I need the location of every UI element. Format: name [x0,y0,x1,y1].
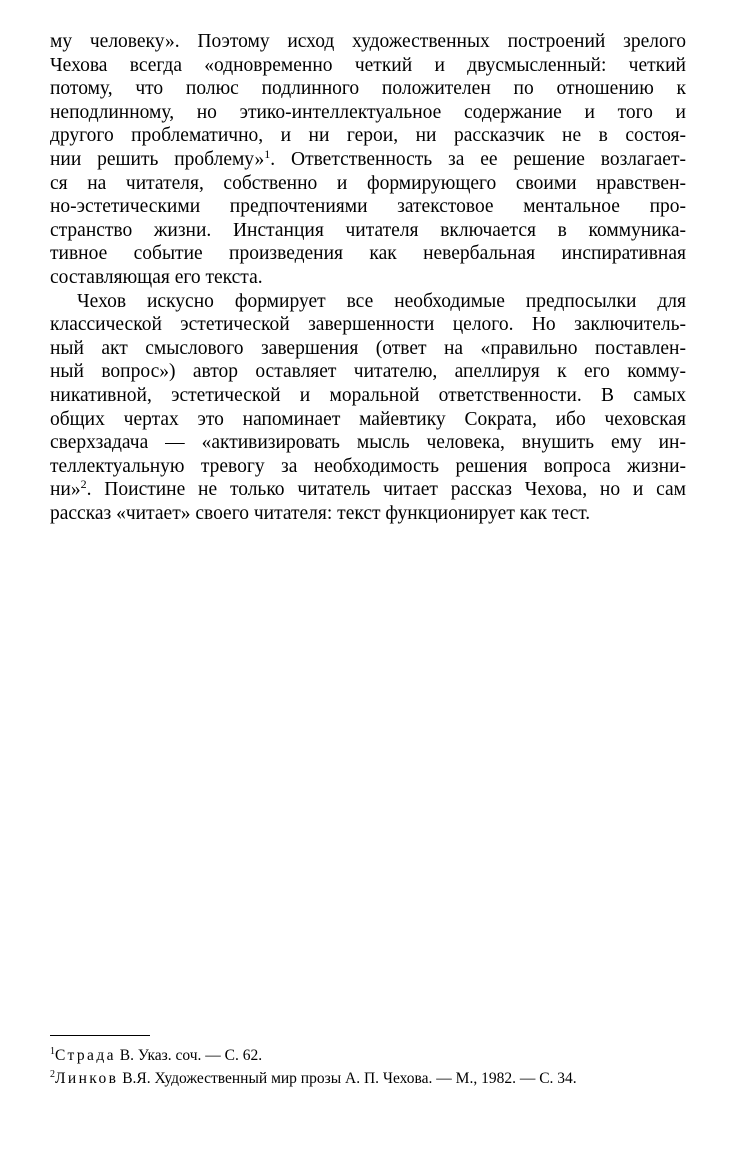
text-line: но-эстетическими предпочтениями затекстовое ментальное про- [50,196,686,218]
text-line: ся на читателя, собственно и формирующего своими нравствен- [50,172,686,194]
text-segment: ни» [50,479,81,501]
text-line: неподлинному, но этико-интеллектуальное содержание и того и [50,101,686,123]
text-line: теллектуальную тревогу за необходимость решения вопроса жизни- [50,455,686,477]
text-line-with-footnote-ref [50,148,686,172]
footnote-text: В. Указ. соч. — С. 62. [115,1047,263,1064]
footnote-text: В.Я. Художественный мир прозы А. П. Чехова. — М., 1982. — С. 34. [118,1070,577,1087]
footnotes [50,1044,710,1090]
footnote-author: Линков [55,1070,119,1087]
text-line: му человеку». Поэтому исход художественных построений зрелого [50,31,686,52]
text-segment: нии решить проблему» [50,148,265,170]
footnote-ref-2: 2 [80,477,87,492]
footnote-marker: 2 [50,1069,55,1080]
footnote-marker: 1 [50,1046,55,1057]
footnote-separator [50,1035,150,1036]
text-line: Чехов искусно формирует все необходимые предпосылки для [77,290,686,312]
paragraph-1 [50,30,686,290]
footnote-ref-1: 1 [264,146,271,161]
text-line: ный акт смыслового завершения (ответ на «правильно поставлен- [50,337,686,359]
text-line: потому, что полюс подлинного положителен по отношению к [50,78,686,100]
text-line: ный вопрос») автор оставляет читателю, апеллируя к его комму- [50,361,686,383]
text-segment: . Поистине не только читатель читает рассказ Чехова, но и сам [86,479,686,501]
text-line: составляющая его текста. [50,266,263,288]
text-line: странство жизни. Инстанция читателя включается в коммуника- [50,219,686,241]
text-line: сверхзадача — «активизировать мысль человека, внушить ему ин- [50,432,686,454]
text-line: Чехова всегда «одновременно четкий и двусмысленный: четкий [50,54,686,76]
text-line: другого проблематично, и ни герои, ни рассказчик не в состоя- [50,125,686,147]
text-line-with-footnote-ref [50,478,686,502]
text-line: тивное событие произведения как невербальная инспиративная [50,243,686,265]
text-line: общих чертах это напоминает майевтику Сократа, ибо чеховская [50,408,686,430]
footnote-1 [50,1044,710,1067]
text-segment: . Ответственность за ее решение возлагает- [270,148,686,170]
text-line: никативной, эстетической и моральной ответственности. В самых [50,384,686,406]
footnote-author: Страда [55,1047,116,1064]
paragraph-2 [50,290,686,526]
text-line: классической эстетической завершенности целого. Но заключитель- [50,314,686,336]
footnote-2 [50,1067,710,1090]
main-text [50,30,686,525]
text-line: рассказ «читает» своего читателя: текст функционирует как тест. [50,502,591,524]
